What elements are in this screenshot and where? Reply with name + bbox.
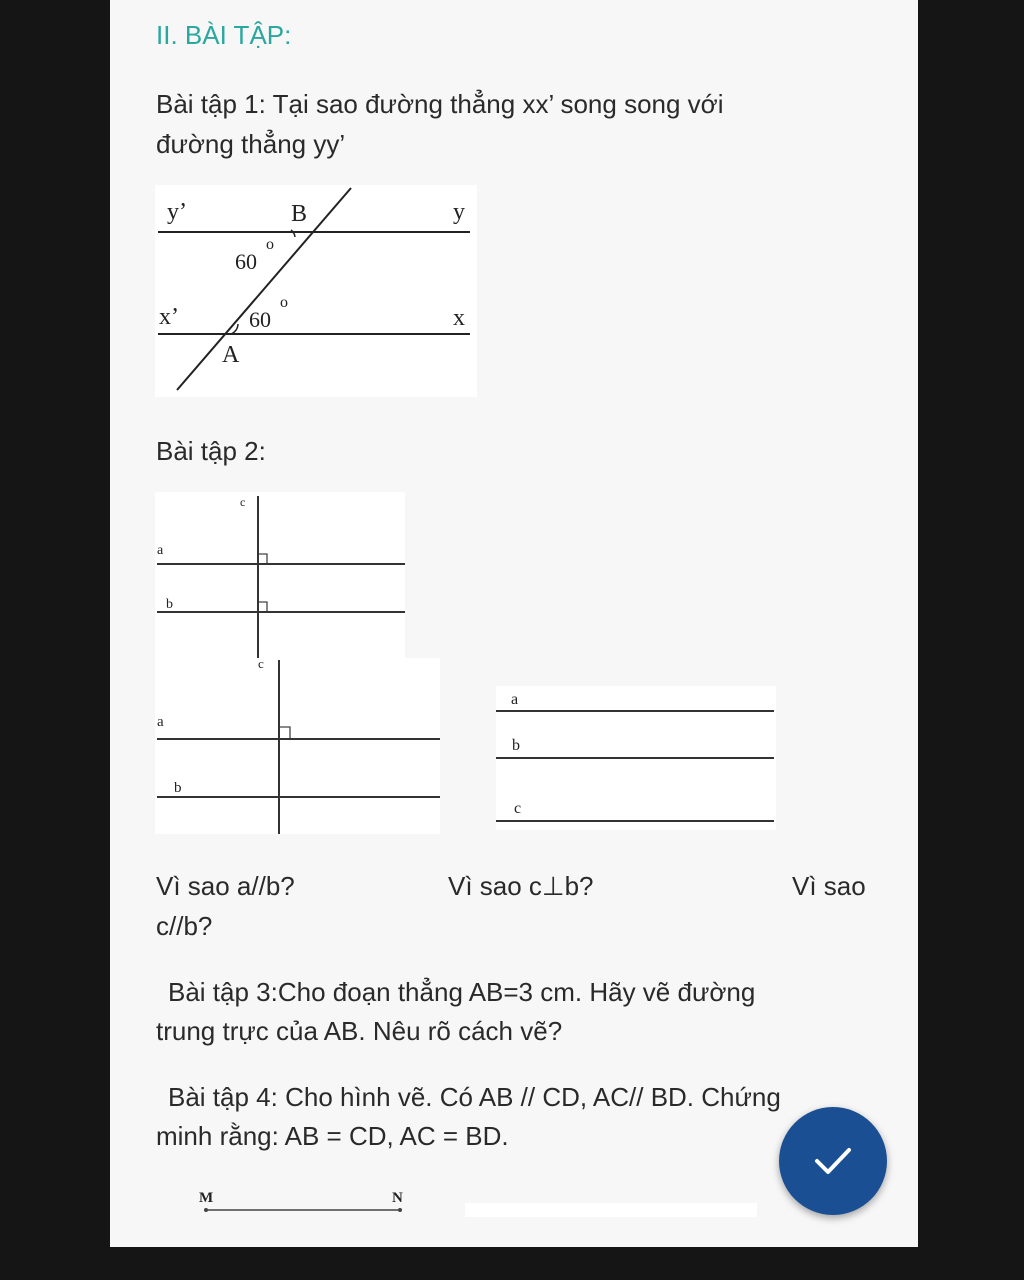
question-c-parallel-b-part2: c//b?	[156, 911, 213, 941]
label-N: N	[392, 1190, 403, 1206]
right-angle-mark	[280, 727, 290, 738]
right-angle-mark-a	[259, 554, 267, 563]
exercise2-title: Bài tập 2:	[156, 436, 266, 466]
angle-label-bottom: 60	[249, 307, 271, 332]
exercise3-line2: trung trực của AB. Nêu rõ cách vẽ?	[156, 1016, 563, 1046]
label-a: a	[157, 543, 164, 558]
angle-degree-bottom: o	[280, 294, 288, 311]
point-M	[204, 1208, 208, 1212]
submit-check-button[interactable]	[779, 1107, 887, 1215]
right-angle-mark-b	[259, 602, 267, 611]
section-heading: II. BÀI TẬP:	[156, 20, 292, 50]
question-c-perpendicular-b: Vì sao c⊥b?	[448, 871, 594, 901]
label-a: a	[157, 714, 164, 730]
angle-degree-top: o	[266, 236, 274, 253]
exercise4-line2: minh rằng: AB = CD, AC = BD.	[156, 1121, 509, 1151]
label-c: c	[258, 658, 264, 671]
transversal-line	[177, 188, 351, 390]
label-M: M	[199, 1190, 214, 1206]
figure-strip	[465, 1203, 757, 1217]
question-a-parallel-b: Vì sao a//b?	[156, 871, 295, 901]
label-b: b	[512, 737, 520, 754]
check-icon	[813, 1146, 853, 1176]
label-c: c	[240, 495, 246, 509]
question-c-parallel-b-part1: Vì sao	[792, 871, 866, 901]
label-y: y	[453, 199, 465, 225]
label-b: b	[174, 780, 182, 796]
exercise4-figure	[190, 1184, 420, 1220]
point-N	[398, 1208, 402, 1212]
exercise3-line1: Bài tập 3:Cho đoạn thẳng AB=3 cm. Hãy vẽ đường	[168, 977, 756, 1007]
label-a: a	[511, 691, 519, 708]
exercise1-line2: đường thẳng yy’	[156, 129, 346, 159]
label-y-prime: y’	[167, 199, 187, 225]
label-c: c	[514, 800, 522, 817]
label-B: B	[291, 201, 308, 227]
label-x: x	[453, 305, 465, 331]
label-b: b	[166, 597, 173, 612]
exercise2-figure1	[155, 492, 405, 658]
label-x-prime: x’	[159, 304, 179, 330]
label-A: A	[222, 342, 240, 368]
exercise2-figure3	[496, 686, 776, 830]
exercise1-figure	[155, 185, 477, 397]
exercise2-figure2	[155, 658, 440, 834]
document-page	[110, 0, 918, 1247]
exercise4-line1: Bài tập 4: Cho hình vẽ. Có AB // CD, AC// BD. Chứng	[168, 1082, 781, 1112]
angle-label-top: 60	[235, 249, 257, 274]
exercise1-line1: Bài tập 1: Tại sao đường thẳng xx’ song song với	[156, 89, 724, 119]
